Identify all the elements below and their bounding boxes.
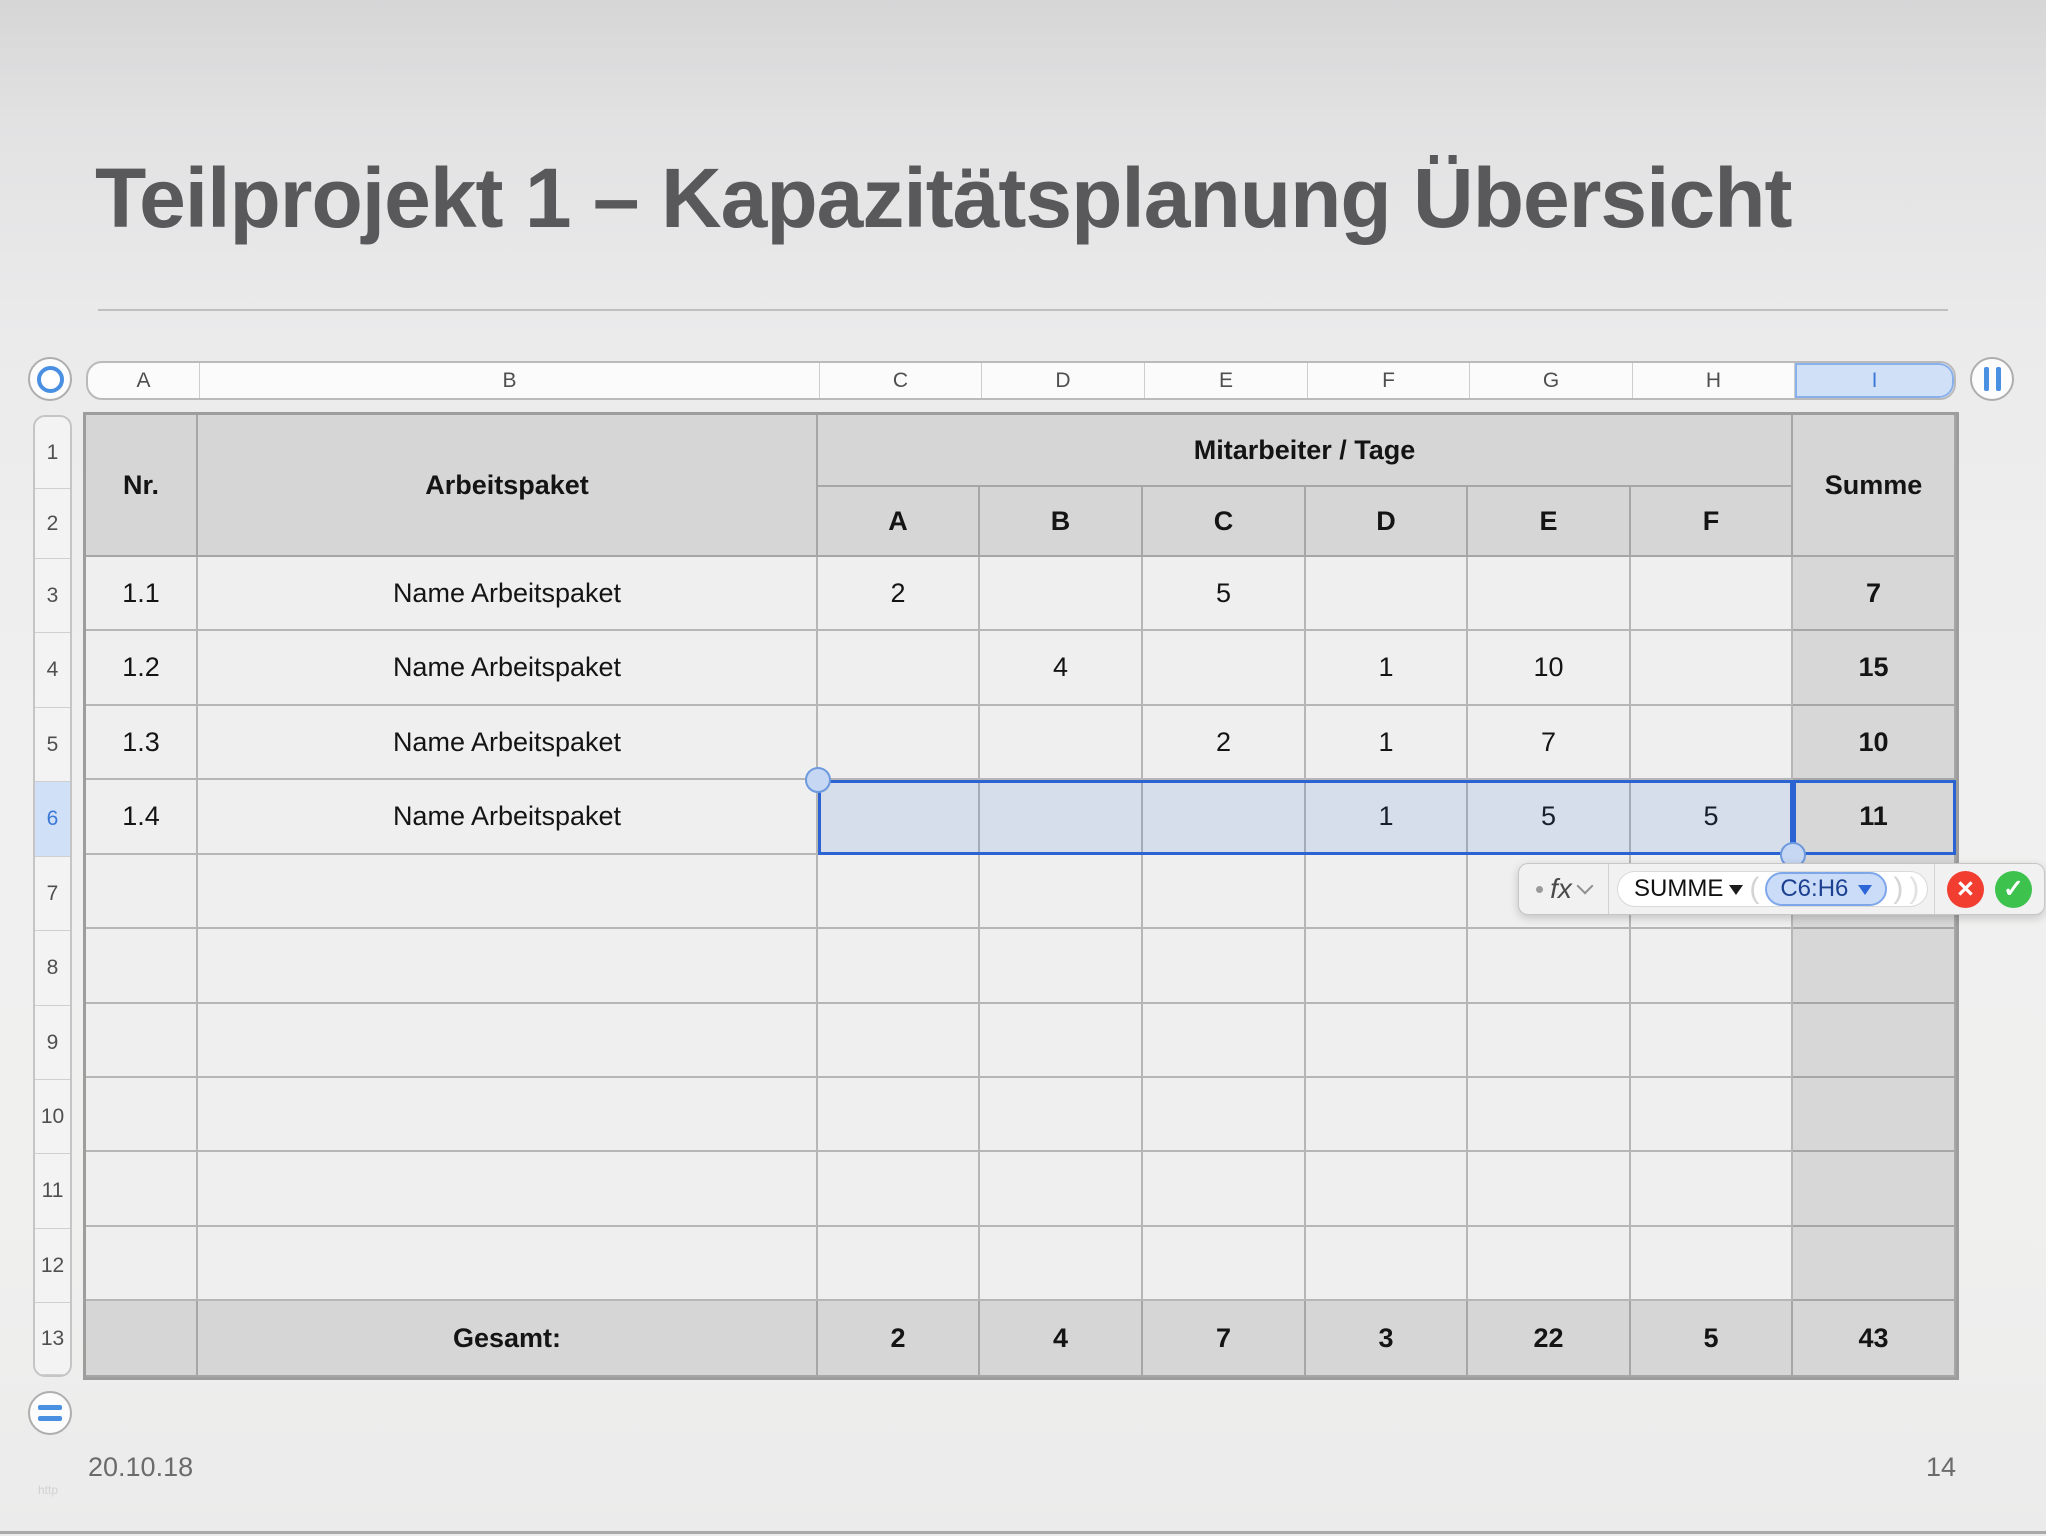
cell[interactable]	[86, 1152, 198, 1227]
row-header-13[interactable]: 13	[35, 1303, 70, 1375]
footer-page-number[interactable]: 14	[1925, 1452, 1956, 1482]
cell[interactable]	[198, 1004, 818, 1078]
checkmark-icon: ✓	[2003, 874, 2024, 903]
subheader-e[interactable]: E	[1468, 487, 1631, 557]
row-header-7[interactable]: 7	[35, 857, 70, 931]
cell[interactable]	[1631, 1004, 1793, 1078]
range-token[interactable]	[1765, 872, 1887, 906]
cell[interactable]	[86, 1078, 198, 1152]
cell-nr[interactable]: 1.2	[86, 631, 198, 706]
cell-value[interactable]	[1631, 631, 1793, 706]
cell[interactable]	[198, 855, 818, 929]
cell[interactable]	[980, 1227, 1143, 1301]
row-header-2[interactable]: 2	[35, 489, 70, 559]
cell-sum[interactable]: 7	[1793, 557, 1956, 631]
cell[interactable]	[818, 929, 980, 1004]
header-summe[interactable]: Summe	[1793, 415, 1956, 557]
cell-sum[interactable]	[1793, 929, 1956, 1004]
cell[interactable]	[818, 1152, 980, 1227]
add-column-handle[interactable]	[1970, 357, 2014, 401]
cell-value[interactable]	[818, 631, 980, 706]
header-nr[interactable]: Nr.	[86, 415, 198, 557]
column-bars-icon	[1984, 367, 2001, 391]
cell-value[interactable]: 4	[980, 631, 1143, 706]
cell-value[interactable]: 1	[1306, 780, 1468, 855]
cell-value[interactable]: 7	[1468, 706, 1631, 780]
fx-icon: fx	[1550, 873, 1572, 904]
cell[interactable]	[1306, 1227, 1468, 1301]
total-value[interactable]: 4	[980, 1301, 1143, 1377]
cell[interactable]	[1143, 855, 1306, 929]
cell-value[interactable]	[818, 706, 980, 780]
row-header-1[interactable]: 1	[35, 417, 70, 489]
total-value[interactable]: 3	[1306, 1301, 1468, 1377]
cell-sum[interactable]: 15	[1793, 631, 1956, 706]
row-header-11[interactable]: 11	[35, 1154, 70, 1229]
cell[interactable]	[818, 1227, 980, 1301]
cell[interactable]	[1631, 1078, 1793, 1152]
formula-actions	[1934, 864, 2044, 914]
column-header-b[interactable]: B	[200, 363, 820, 398]
total-value[interactable]: 2	[818, 1301, 980, 1377]
cell[interactable]	[1306, 929, 1468, 1004]
row-header-9[interactable]: 9	[35, 1006, 70, 1080]
cancel-button[interactable]	[1947, 871, 1984, 908]
column-header-h[interactable]: H	[1633, 363, 1795, 398]
cell-value[interactable]: 2	[1143, 706, 1306, 780]
title-divider	[98, 309, 1948, 311]
total-value[interactable]: 7	[1143, 1301, 1306, 1377]
cell-sum[interactable]: 11	[1793, 780, 1956, 855]
cell[interactable]	[198, 929, 818, 1004]
cell[interactable]	[1306, 1004, 1468, 1078]
cell-name[interactable]: Name Arbeitspaket	[198, 557, 818, 631]
cell[interactable]	[1468, 929, 1631, 1004]
triangle-down-icon[interactable]	[1729, 885, 1743, 895]
header-mitarbeiter-tage[interactable]: Mitarbeiter / Tage	[818, 415, 1793, 487]
cell[interactable]	[1468, 1004, 1631, 1078]
dot-icon	[1536, 886, 1543, 893]
cell-nr[interactable]: 1.3	[86, 706, 198, 780]
column-header-f[interactable]: F	[1308, 363, 1470, 398]
cell-sum[interactable]	[1793, 1004, 1956, 1078]
column-header-d[interactable]: D	[982, 363, 1145, 398]
cell[interactable]	[980, 855, 1143, 929]
cell-name[interactable]: Name Arbeitspaket	[198, 631, 818, 706]
cell[interactable]	[1631, 1152, 1793, 1227]
column-header-bar	[86, 361, 1956, 400]
cell-value[interactable]	[980, 780, 1143, 855]
triangle-down-icon	[1858, 885, 1872, 895]
column-header-g[interactable]: G	[1470, 363, 1633, 398]
circle-icon	[37, 366, 64, 393]
cell-value[interactable]	[1306, 557, 1468, 631]
row-header-5[interactable]: 5	[35, 708, 70, 782]
total-label[interactable]: Gesamt:	[198, 1301, 818, 1377]
formula-content	[1609, 871, 1934, 907]
row-header-10[interactable]: 10	[35, 1080, 70, 1154]
total-sum[interactable]: 43	[1793, 1301, 1956, 1377]
cell-name[interactable]: Name Arbeitspaket	[198, 780, 818, 855]
cell[interactable]	[198, 1227, 818, 1301]
cell-value[interactable]	[1143, 631, 1306, 706]
row-header-bar	[33, 415, 72, 1377]
cell[interactable]	[1631, 1227, 1793, 1301]
cell[interactable]	[1143, 1004, 1306, 1078]
cell[interactable]	[1468, 1227, 1631, 1301]
cell-value[interactable]	[980, 706, 1143, 780]
cell[interactable]	[1143, 1227, 1306, 1301]
cell-value[interactable]	[1143, 780, 1306, 855]
cell[interactable]	[86, 929, 198, 1004]
cell-value[interactable]: 2	[818, 557, 980, 631]
cell-value[interactable]: 1	[1306, 706, 1468, 780]
watermark-text: http	[38, 1483, 59, 1497]
cell[interactable]	[980, 1152, 1143, 1227]
cell-sum[interactable]: 10	[1793, 706, 1956, 780]
cell-name[interactable]: Name Arbeitspaket	[198, 706, 818, 780]
cell[interactable]	[1631, 929, 1793, 1004]
row-header-12[interactable]: 12	[35, 1229, 70, 1303]
subheader-c[interactable]: C	[1143, 487, 1306, 557]
formula-bar	[1518, 863, 2045, 915]
row-bars-icon	[38, 1405, 62, 1421]
subheader-f[interactable]: F	[1631, 487, 1793, 557]
total-value[interactable]: 22	[1468, 1301, 1631, 1377]
cell-total-empty[interactable]	[86, 1301, 198, 1377]
cell-value[interactable]: 5	[1631, 780, 1793, 855]
function-capsule	[1617, 871, 1928, 907]
table-select-handle[interactable]	[28, 357, 72, 401]
cell[interactable]	[818, 855, 980, 929]
selection-handle-topleft[interactable]	[805, 767, 831, 793]
cell-value[interactable]	[1631, 706, 1793, 780]
function-menu-button[interactable]	[1519, 864, 1609, 914]
cell[interactable]	[198, 1078, 818, 1152]
close-icon: ×	[1957, 872, 1974, 905]
cell[interactable]	[86, 855, 198, 929]
slide-title[interactable]: Teilprojekt 1 – Kapazitätsplanung Übersicht	[95, 151, 1792, 245]
subheader-b[interactable]: B	[980, 487, 1143, 557]
row-header-4[interactable]: 4	[35, 633, 70, 708]
row-header-3[interactable]: 3	[35, 559, 70, 633]
cell[interactable]	[818, 1078, 980, 1152]
open-paren: (	[1749, 872, 1760, 905]
range-token-label: C6:H6	[1780, 875, 1849, 902]
footer-date[interactable]: 20.10.18	[88, 1452, 194, 1482]
cell-value[interactable]	[1631, 557, 1793, 631]
cell[interactable]	[1306, 1152, 1468, 1227]
cell[interactable]	[198, 1152, 818, 1227]
row-header-8[interactable]: 8	[35, 931, 70, 1006]
cell-sum[interactable]	[1793, 1078, 1956, 1152]
add-row-handle[interactable]	[28, 1391, 72, 1435]
cell[interactable]	[980, 1004, 1143, 1078]
cell-nr[interactable]: 1.4	[86, 780, 198, 855]
cell[interactable]	[1468, 1078, 1631, 1152]
close-paren-ghost: )	[1909, 872, 1920, 905]
cell[interactable]	[1306, 1078, 1468, 1152]
close-paren: )	[1893, 872, 1904, 905]
cell-sum[interactable]	[1793, 1152, 1956, 1227]
cell-value[interactable]	[1468, 557, 1631, 631]
cell-value[interactable]: 5	[1468, 780, 1631, 855]
cell-sum[interactable]	[1793, 1227, 1956, 1301]
column-header-a[interactable]: A	[88, 363, 200, 398]
bottom-border	[0, 1531, 2046, 1534]
cell[interactable]	[1468, 1152, 1631, 1227]
header-arbeitspaket[interactable]: Arbeitspaket	[198, 415, 818, 557]
cell-value[interactable]: 10	[1468, 631, 1631, 706]
function-token[interactable]: SUMME	[1634, 875, 1724, 902]
cell[interactable]	[86, 1227, 198, 1301]
cell[interactable]	[86, 1004, 198, 1078]
cell[interactable]	[1143, 1152, 1306, 1227]
cell-value[interactable]	[980, 557, 1143, 631]
column-header-i-selected[interactable]: I	[1795, 363, 1954, 398]
cell[interactable]	[980, 929, 1143, 1004]
column-header-e[interactable]: E	[1145, 363, 1308, 398]
cell-nr[interactable]: 1.1	[86, 557, 198, 631]
confirm-button[interactable]	[1995, 871, 2032, 908]
cell[interactable]	[1306, 855, 1468, 929]
subheader-d[interactable]: D	[1306, 487, 1468, 557]
cell[interactable]	[1143, 1078, 1306, 1152]
chevron-down-icon	[1576, 878, 1593, 895]
cell-value[interactable]	[818, 780, 980, 855]
cell-value[interactable]: 1	[1306, 631, 1468, 706]
cell[interactable]	[1143, 929, 1306, 1004]
subheader-a[interactable]: A	[818, 487, 980, 557]
column-header-c[interactable]: C	[820, 363, 982, 398]
row-header-6-selected[interactable]: 6	[35, 782, 70, 857]
cell[interactable]	[818, 1004, 980, 1078]
total-value[interactable]: 5	[1631, 1301, 1793, 1377]
cell-value[interactable]: 5	[1143, 557, 1306, 631]
cell[interactable]	[980, 1078, 1143, 1152]
